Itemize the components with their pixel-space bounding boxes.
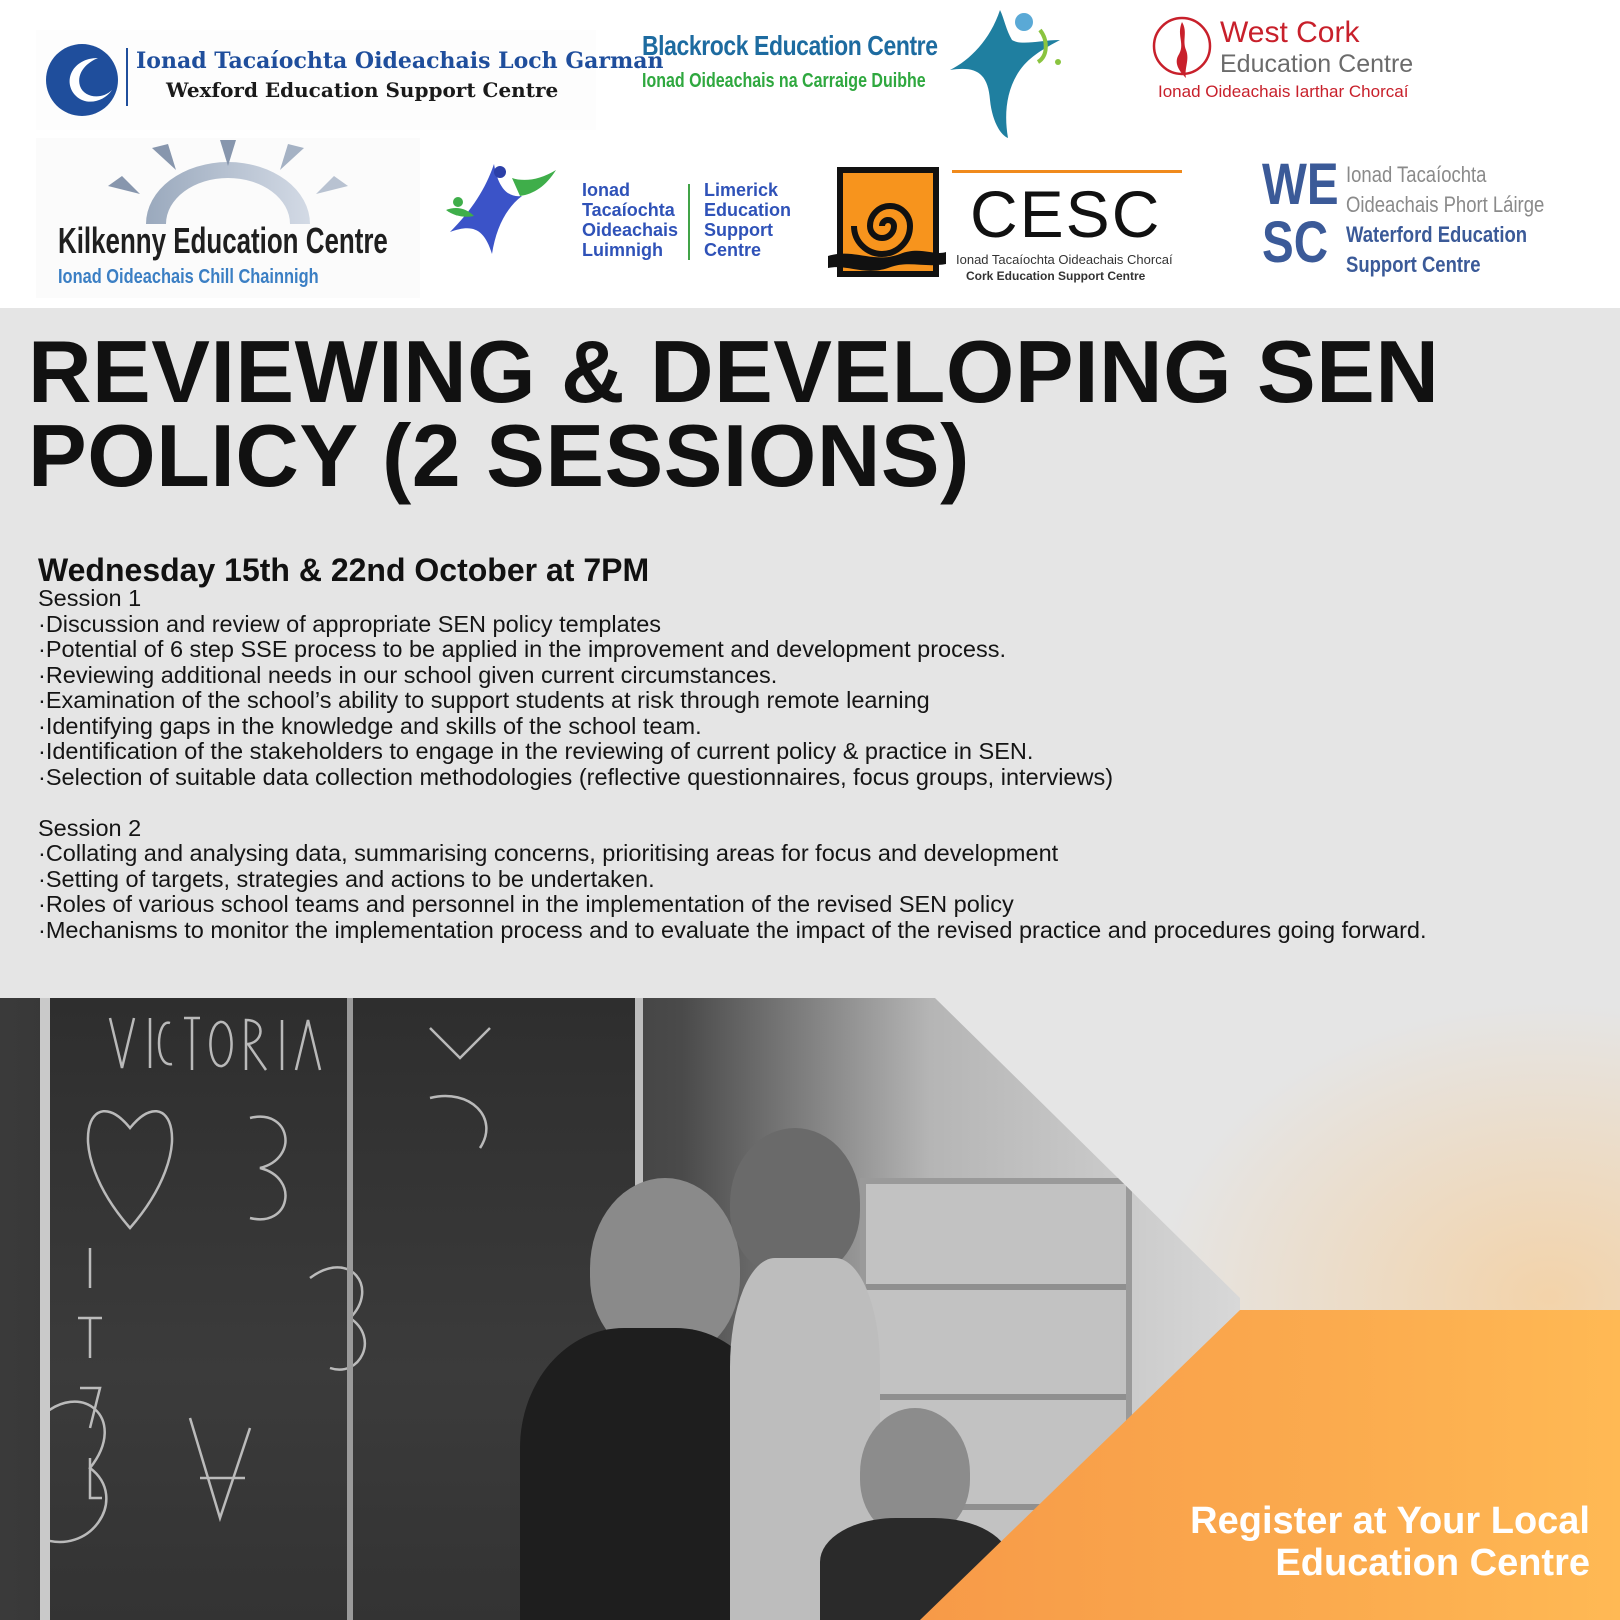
partner-logos-header	[0, 0, 1620, 308]
wexford-english-name: Wexford Education Support Centre	[166, 78, 559, 102]
west-cork-emblem-icon	[1150, 14, 1214, 82]
cesc-irish-name: Ionad Tacaíochta Oideachais Chorcaí	[956, 252, 1173, 267]
blackrock-logo	[640, 0, 1060, 140]
session-1	[38, 586, 1478, 790]
list-item: · Examination of the school’s ability to support students at risk through remote learning	[38, 688, 1478, 714]
register-cta	[1190, 1500, 1590, 1584]
session-2	[38, 816, 1478, 944]
list-item: · Reviewing additional needs in our school given current circumstances.	[38, 663, 1478, 689]
west-cork-name: West Cork	[1220, 16, 1360, 49]
list-item: · Mechanisms to monitor the implementation process and to evaluate the impact of the revised practice and procedures going forward.	[38, 918, 1478, 944]
session-label: Session 1	[38, 585, 142, 611]
blackrock-irish-name: Ionad Oideachais na Carraige Duibhe	[642, 70, 926, 92]
wexford-wave-icon	[42, 40, 122, 120]
list-item: · Identifying gaps in the knowledge and skills of the school team.	[38, 714, 1478, 740]
kilkenny-irish-name: Ionad Oideachais Chill Chainnigh	[58, 266, 319, 288]
west-cork-subtitle: Education Centre	[1220, 50, 1414, 78]
boy-standing-image	[730, 1128, 860, 1278]
cesc-acronym: CESC	[970, 177, 1162, 251]
session-label: Session 2	[38, 814, 142, 841]
list-item: · Roles of various school teams and personnel in the implementation of the revised SEN policy	[38, 892, 1478, 918]
cesc-english-name: Cork Education Support Centre	[966, 269, 1146, 283]
event-date: Wednesday 15th & 22nd October at 7PM	[38, 552, 650, 588]
limerick-figures-icon	[436, 158, 560, 262]
session-2-items	[38, 841, 1478, 943]
wesc-text: Ionad Tacaíochta Oideachais Phort Láirge Waterford Education Support Centre	[1346, 162, 1545, 277]
list-item: · Identification of the stakeholders to engage in the reviewing of current policy & practice in SEN.	[38, 739, 1478, 765]
list-item: · Discussion and review of appropriate SEN policy templates	[38, 612, 1478, 638]
limerick-logo	[436, 158, 816, 268]
list-item: · Collating and analysing data, summarising concerns, prioritising areas for focus and development	[38, 841, 1478, 867]
event-title	[28, 322, 1598, 505]
list-item: · Potential of 6 step SSE process to be applied in the improvement and development process.	[38, 637, 1478, 663]
blackrock-english-name: Blackrock Education Centre	[642, 30, 938, 61]
cesc-spiral-icon	[824, 164, 948, 288]
kilkenny-sunrise-icon	[36, 138, 420, 228]
cesc-logo	[824, 164, 1198, 288]
session-1-items	[38, 612, 1478, 791]
wesc-mark: WE SC	[1262, 152, 1339, 275]
session-details	[38, 586, 1478, 943]
blackrock-figure-icon	[930, 0, 1070, 140]
event-title-line-2: POLICY (2 SESSIONS)	[28, 406, 970, 505]
event-title-line-1: REVIEWING & DEVELOPING SEN	[28, 322, 1440, 421]
wexford-irish-name: Ionad Tacaíochta Oideachais Loch Garman	[136, 48, 664, 74]
west-cork-irish-name: Ionad Oideachais Iarthar Chorcaí	[1158, 82, 1409, 101]
list-item: · Selection of suitable data collection methodologies (reflective questionnaires, focus groups, interviews)	[38, 765, 1478, 791]
wesc-logo	[1254, 150, 1594, 290]
list-item: · Setting of targets, strategies and actions to be undertaken.	[38, 867, 1478, 893]
limerick-irish-name: Ionad Tacaíochta Oideachais Luimnigh	[582, 180, 679, 260]
wexford-logo	[36, 30, 664, 130]
register-cta-line-1: Register at Your Local	[1190, 1500, 1590, 1542]
kilkenny-english-name: Kilkenny Education Centre	[58, 220, 388, 261]
kilkenny-logo	[36, 138, 420, 298]
register-cta-line-2: Education Centre	[1275, 1542, 1590, 1584]
west-cork-logo	[1148, 10, 1478, 110]
limerick-english-name: Limerick Education Support Centre	[704, 180, 792, 260]
